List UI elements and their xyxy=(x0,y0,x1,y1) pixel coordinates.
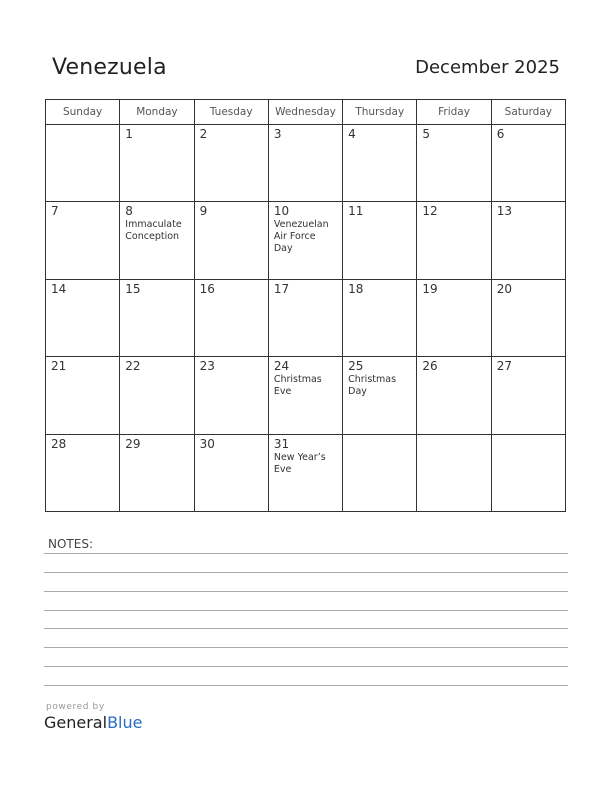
calendar-grid xyxy=(45,99,566,512)
day-cell xyxy=(194,357,268,434)
day-cell xyxy=(491,125,565,202)
brand-logo xyxy=(44,702,142,733)
week-row xyxy=(46,125,566,202)
day-cell xyxy=(343,202,417,279)
day-number: 2 xyxy=(199,127,208,141)
day-number: 11 xyxy=(348,204,364,219)
day-cell xyxy=(343,434,417,511)
day-cell xyxy=(46,434,120,511)
brand-name-blue: Blue xyxy=(107,713,143,732)
day-cell xyxy=(194,202,268,279)
day-cell xyxy=(120,357,194,434)
weekday-monday: Monday xyxy=(120,100,194,125)
day-cell xyxy=(417,125,491,202)
weekday-thursday: Thursday xyxy=(343,100,417,125)
day-number: 21 xyxy=(51,359,67,374)
day-cell xyxy=(268,279,342,356)
day-cell xyxy=(268,202,342,279)
day-cell xyxy=(194,279,268,356)
holiday-label: Immaculate Conception xyxy=(125,219,182,243)
day-number: 19 xyxy=(422,281,438,296)
day-cell xyxy=(343,279,417,356)
day-cell xyxy=(343,357,417,434)
day-cell xyxy=(268,125,342,202)
country-title: Venezuela xyxy=(52,55,167,80)
holiday-label: New Year’s Eve xyxy=(273,451,326,475)
day-cell xyxy=(194,125,268,202)
day-number: 24 xyxy=(273,359,290,374)
day-cell xyxy=(120,202,194,279)
notes-label: NOTES: xyxy=(48,537,93,551)
day-cell xyxy=(491,279,565,356)
day-cell xyxy=(194,434,268,511)
day-cell xyxy=(268,434,342,511)
notes-line xyxy=(44,610,568,611)
day-cell xyxy=(417,279,491,356)
day-number: 8 xyxy=(125,204,133,219)
notes-line xyxy=(44,666,568,667)
day-cell xyxy=(491,202,565,279)
day-cell xyxy=(120,279,194,356)
day-cell xyxy=(268,357,342,434)
holiday-label: Christmas Day xyxy=(348,374,397,398)
day-number: 14 xyxy=(51,281,67,296)
brand-name-general: General xyxy=(44,713,108,732)
day-cell xyxy=(417,434,491,511)
day-cell xyxy=(120,434,194,511)
day-number: 29 xyxy=(125,436,141,451)
day-number: 30 xyxy=(199,436,215,451)
day-cell xyxy=(417,202,491,279)
day-cell xyxy=(46,357,120,434)
day-number: 12 xyxy=(422,204,438,219)
notes-line xyxy=(44,572,568,573)
day-number: 4 xyxy=(348,127,356,141)
day-cell xyxy=(46,125,120,202)
day-number: 18 xyxy=(348,281,364,296)
notes-line xyxy=(44,591,568,592)
day-number: 17 xyxy=(273,281,290,296)
day-number: 1 xyxy=(125,127,133,141)
week-row xyxy=(46,202,566,279)
holiday-label: Christmas Eve xyxy=(273,374,322,398)
day-cell xyxy=(120,125,194,202)
week-row xyxy=(46,357,566,434)
day-number: 22 xyxy=(125,359,141,374)
day-number: 23 xyxy=(199,359,215,374)
notes-line xyxy=(44,628,568,629)
month-title: December 2025 xyxy=(415,57,560,78)
notes-line xyxy=(44,647,568,648)
day-number: 28 xyxy=(51,436,67,451)
day-number: 27 xyxy=(496,359,512,374)
day-number: 26 xyxy=(422,359,438,374)
notes-line xyxy=(44,553,568,554)
day-number: 16 xyxy=(199,281,215,296)
day-cell xyxy=(417,357,491,434)
day-number: 15 xyxy=(125,281,141,296)
day-number: 5 xyxy=(422,127,431,141)
day-number: 10 xyxy=(273,204,290,219)
powered-by-label: powered by xyxy=(46,702,105,712)
weekday-friday: Friday xyxy=(417,100,491,125)
weekday-saturday: Saturday xyxy=(491,100,565,125)
weekday-tuesday: Tuesday xyxy=(194,100,268,125)
weekday-header-row xyxy=(46,100,566,125)
weekday-sunday: Sunday xyxy=(46,100,120,125)
day-cell xyxy=(491,434,565,511)
day-cell xyxy=(46,202,120,279)
brand-name xyxy=(44,713,142,733)
day-number: 7 xyxy=(51,204,59,219)
day-number: 3 xyxy=(273,127,282,141)
day-cell xyxy=(491,357,565,434)
week-row xyxy=(46,279,566,356)
week-row xyxy=(46,434,566,511)
notes-line xyxy=(44,685,568,686)
day-cell xyxy=(46,279,120,356)
day-number: 13 xyxy=(496,204,512,219)
day-number: 25 xyxy=(348,359,364,374)
day-number: 20 xyxy=(496,281,512,296)
day-number: 6 xyxy=(496,127,505,141)
day-cell xyxy=(343,125,417,202)
day-number: 31 xyxy=(273,436,290,451)
weekday-wednesday: Wednesday xyxy=(268,100,342,125)
holiday-label: Venezuelan Air Force Day xyxy=(273,219,329,255)
day-number: 9 xyxy=(199,204,208,219)
